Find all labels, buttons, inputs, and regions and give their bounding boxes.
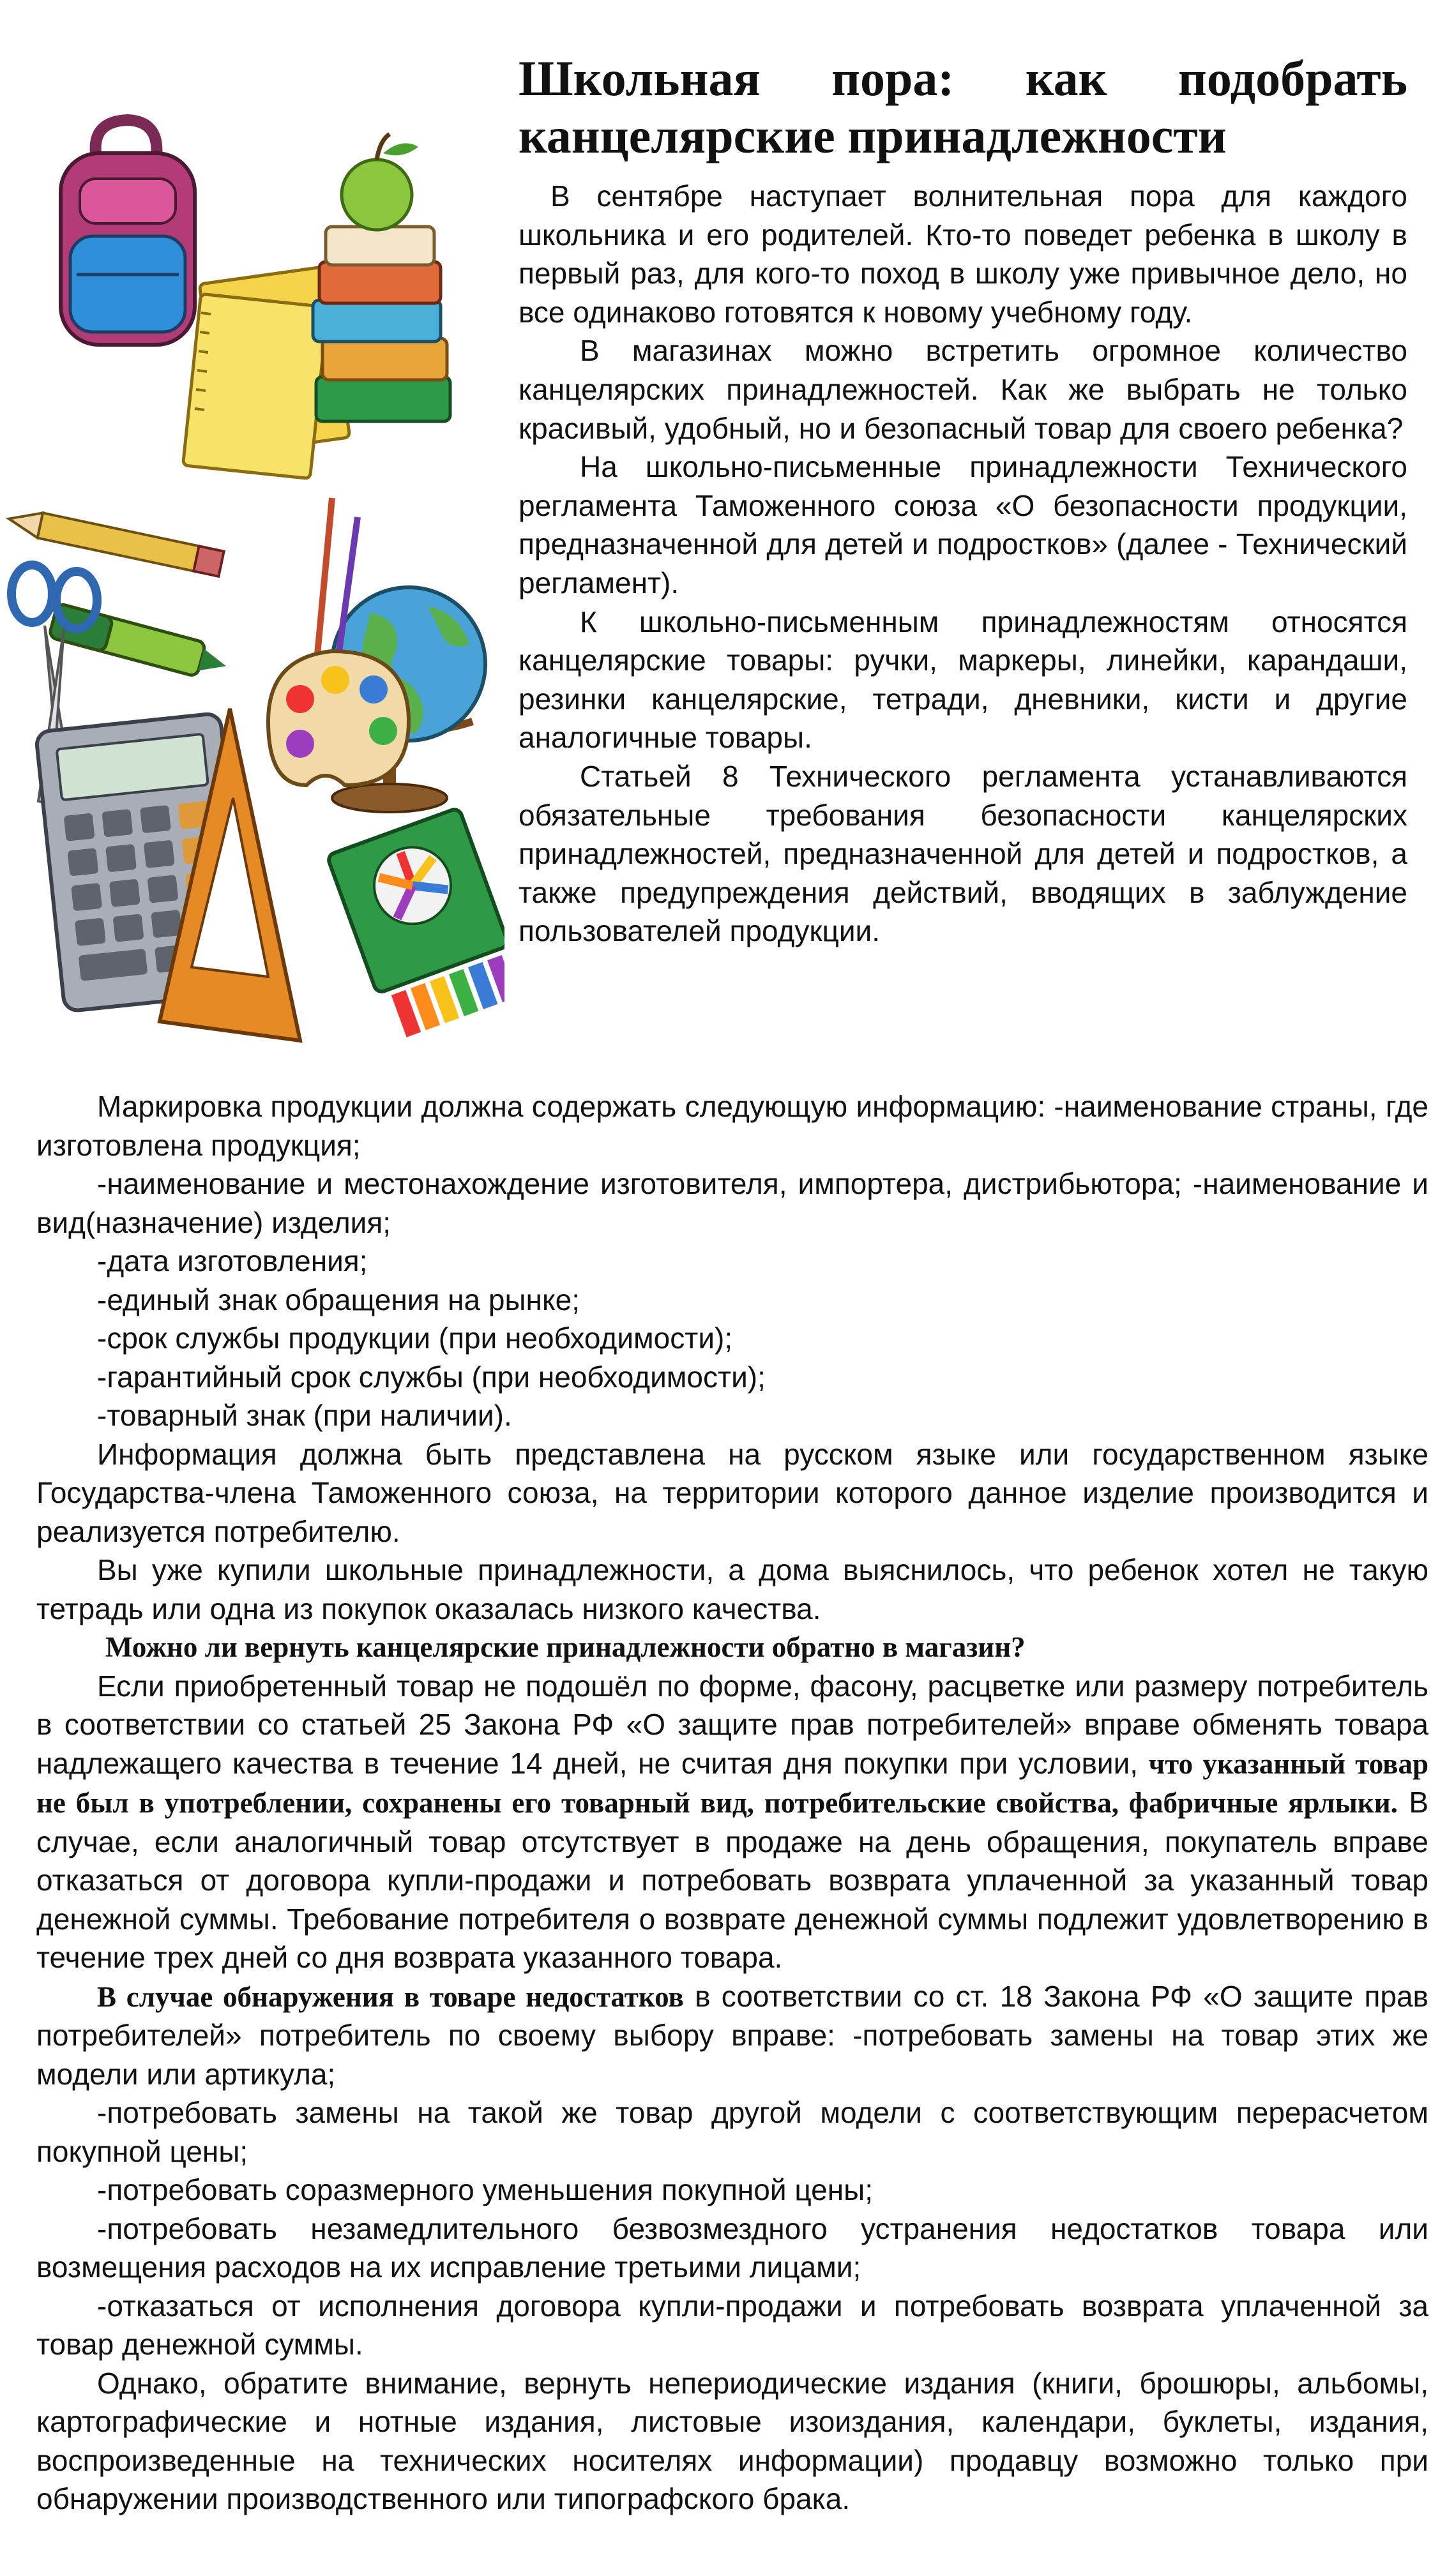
- books-stack-icon: [313, 227, 450, 421]
- bold-text: что указанный товар не был в употреблении, сохранены его товарный вид, потребительские свойства, фабричные ярлыки.: [36, 1747, 1429, 1819]
- color-pencils-box-icon: [327, 808, 504, 1042]
- list-item: -дата изготовления;: [97, 1244, 368, 1277]
- list-item: -гарантийный срок службы (при необходимости);: [97, 1360, 766, 1394]
- school-supplies-illustration: [0, 109, 504, 1047]
- intro-paragraph: На школьно-письменные принадлежности Технического регламента Таможенного союза «О безопасности продукции, предназначенной для детей и подростков» (далее - Технический регламент).: [519, 450, 1407, 599]
- section-heading: Можно ли вернуть канцелярские принадлежности обратно в магазин?: [105, 1631, 1026, 1663]
- body-paragraph: Маркировка продукции должна содержать следующую информацию: -наименование страны, где изготовлена продукция;: [36, 1090, 1428, 1162]
- body-paragraph: Однако, обратите внимание, вернуть непериодические издания (книги, брошюры, альбомы, картографические и нотные издания, листовые изоиздания, календари, буклеты, издания, воспроизведенные на технических носителях информации) продавцу возможно только при обнаружении производственного или типографского брака.: [36, 2366, 1428, 2515]
- body-paragraph: Информация должна быть представлена на русском языке или государственном языке Государства-члена Таможенного союза, на территории которого данное изделие производится и реализуется потребителю.: [36, 1437, 1428, 1548]
- marker-icon: [49, 603, 231, 684]
- body-paragraph: Вы уже купили школьные принадлежности, а дома выяснилось, что ребенок хотел не такую тетрадь или одна из покупок оказалась низкого качества.: [36, 1553, 1428, 1625]
- intro-paragraph: В сентябре наступает волнительная пора для каждого школьника и его родителей. Кто-то поведет ребенка в школу в первый раз, для кого-то поход в школу уже привычное дело, но все одинаково готовятся к новому учебному году.: [519, 179, 1407, 329]
- intro-paragraph: К школьно-письменным принадлежностям относятся канцелярские товары: ручки, маркеры, линейки, карандаши, резинки канцелярские, тетради, дневники, кисти и другие аналогичные товары.: [519, 605, 1407, 755]
- intro-paragraph: Статьей 8 Технического регламента устанавливаются обязательные требования безопасности канцелярских принадлежностей, предназначенной для детей и подростков, а также предупреждения действий, вводящих в заблуждение пользователей продукции.: [519, 759, 1407, 948]
- list-item: -потребовать незамедлительного безвозмездного устранения недостатков товара или возмещения расходов на их исправление третьими лицами;: [36, 2211, 1428, 2284]
- list-item: -отказаться от исполнения договора купли-продажи и потребовать возврата уплаченной за товар денежной суммы.: [36, 2289, 1428, 2361]
- intro-text: [519, 177, 1407, 951]
- body-paragraph: [36, 1667, 1428, 1977]
- article-body: [36, 1087, 1428, 2519]
- backpack-icon: [61, 120, 195, 345]
- list-item: -единый знак обращения на рынке;: [97, 1283, 580, 1316]
- intro-paragraph: В магазинах можно встретить огромное количество канцелярских принадлежностей. Как же выбрать не только красивый, удобный, но и безопасный товар для своего ребенка?: [519, 334, 1407, 445]
- apple-icon: [342, 134, 418, 230]
- title-line-2: канцелярские принадлежности: [519, 108, 1227, 163]
- list-item: -срок службы продукции (при необходимости);: [97, 1322, 733, 1355]
- list-item: -потребовать замены на такой же товар другой модели с соответствующим перерасчетом покупной цены;: [36, 2096, 1428, 2168]
- title-line-1: Школьная пора: как подобрать: [519, 50, 1407, 106]
- bold-text: В случае обнаружения в товаре недостатков: [97, 1980, 684, 2013]
- body-text: Если приобретенный товар не подошёл по форме, фасону, расцветке или размеру потребитель в соответствии со статьей 25 Закона РФ «О защите прав потребителей» вправе обменять товара надлежащего качества в течение 14 дней, не считая дня покупки при условии,: [36, 1669, 1428, 1780]
- list-item: -товарный знак (при наличии).: [97, 1399, 512, 1432]
- body-text: В случае, если аналогичный товар отсутствует в продаже на день обращения, покупатель вправе отказаться от договора купли-продажи и потребовать возврата уплаченной за указанный товар денежной суммы. Требование потребителя о возврате денежной суммы подлежит удовлетворению в течение трех дней со дня возврата указанного товара.: [36, 1786, 1428, 1974]
- list-item: -потребовать соразмерного уменьшения покупной цены;: [97, 2173, 874, 2206]
- article-title: [519, 50, 1407, 165]
- body-paragraph: [36, 1977, 1428, 2094]
- body-paragraph: -наименование и местонахождение изготовителя, импортера, дистрибьютора; -наименование и вид(назначение) изделия;: [36, 1167, 1428, 1239]
- body-text: в соответствии со ст. 18 Закона РФ «О защите прав потребителей» потребитель по своему выбору вправе: -потребовать замены на товар этих же модели или артикула;: [36, 1979, 1428, 2091]
